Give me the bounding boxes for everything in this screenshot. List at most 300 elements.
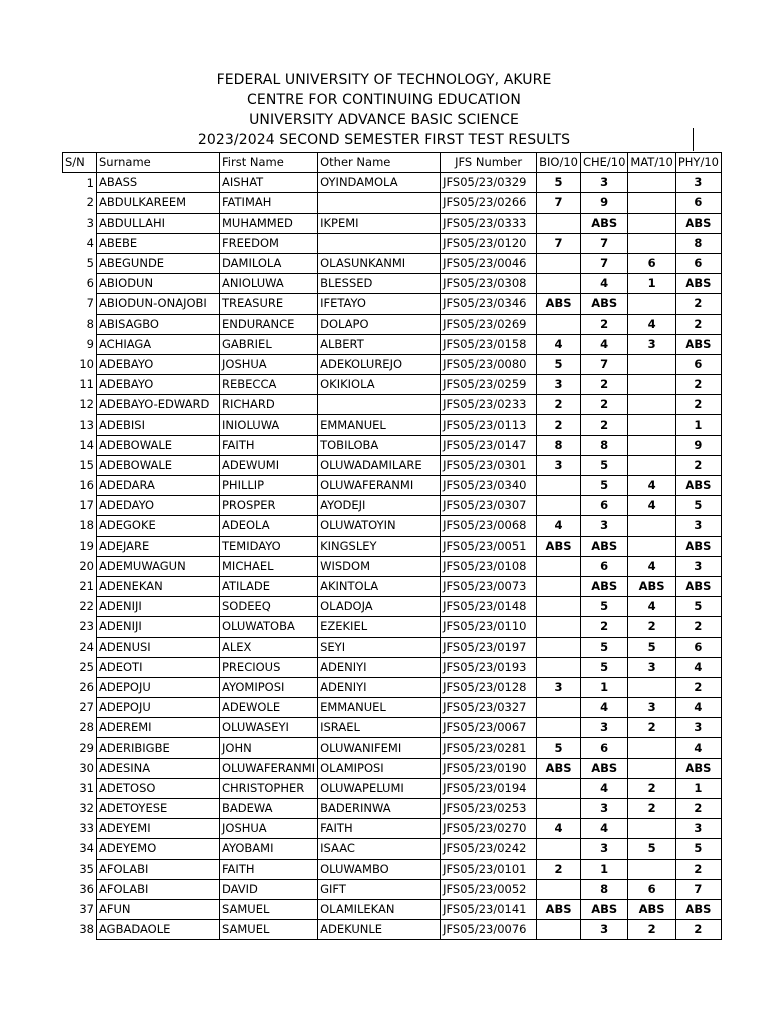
mat-score-cell: 3 xyxy=(628,698,675,718)
jfs-number-cell: JFS05/23/0194 xyxy=(441,778,537,798)
serial-number-cell: 11 xyxy=(63,375,97,395)
mat-score-cell: ABS xyxy=(628,576,675,596)
bio-header: BIO/10 xyxy=(537,153,581,173)
first-name-cell: ANIOLUWA xyxy=(220,274,318,294)
phy-score-cell: 2 xyxy=(675,294,721,314)
first-name-cell: DAMILOLA xyxy=(220,253,318,273)
surname-cell: ADEREMI xyxy=(97,718,220,738)
serial-number-cell: 10 xyxy=(63,354,97,374)
table-row xyxy=(63,738,722,758)
che-score-cell: ABS xyxy=(580,576,627,596)
surname-cell: ADENUSI xyxy=(97,637,220,657)
other-name-cell: OKIKIOLA xyxy=(318,375,441,395)
che-score-cell: 4 xyxy=(580,334,627,354)
table-row xyxy=(63,718,722,738)
che-score-cell: 1 xyxy=(580,677,627,697)
first-name-cell: MUHAMMED xyxy=(220,213,318,233)
surname-cell: AGBADAOLE xyxy=(97,920,220,940)
bio-score-cell xyxy=(537,920,581,940)
che-score-cell: 3 xyxy=(580,173,627,193)
serial-number-cell: 28 xyxy=(63,718,97,738)
che-score-cell: 2 xyxy=(580,375,627,395)
other-name-cell: OLUWADAMILARE xyxy=(318,455,441,475)
first-name-cell: FREEDOM xyxy=(220,233,318,253)
serial-number-cell: 9 xyxy=(63,334,97,354)
table-row xyxy=(63,536,722,556)
phy-score-cell: 3 xyxy=(675,556,721,576)
surname-cell: ADEDARA xyxy=(97,476,220,496)
serial-number-cell: 26 xyxy=(63,677,97,697)
serial-number-cell: 13 xyxy=(63,415,97,435)
che-score-cell: 4 xyxy=(580,698,627,718)
mat-score-cell xyxy=(628,395,675,415)
serial-number-cell: 15 xyxy=(63,455,97,475)
che-header: CHE/10 xyxy=(580,153,627,173)
serial-number-cell: 24 xyxy=(63,637,97,657)
table-row xyxy=(63,576,722,596)
mat-score-cell xyxy=(628,354,675,374)
first-name-cell: ADEWUMI xyxy=(220,455,318,475)
serial-number-cell: 18 xyxy=(63,516,97,536)
first-name-cell: ADEWOLE xyxy=(220,698,318,718)
programme-title: UNIVERSITY ADVANCE BASIC SCIENCE xyxy=(249,112,519,128)
surname-cell: ADEMUWAGUN xyxy=(97,556,220,576)
mat-header: MAT/10 xyxy=(628,153,675,173)
first-name-cell: JOSHUA xyxy=(220,819,318,839)
other-name-cell xyxy=(318,233,441,253)
phy-score-cell: 7 xyxy=(675,879,721,899)
serial-number-cell: 35 xyxy=(63,859,97,879)
surname-cell: ADERIBIGBE xyxy=(97,738,220,758)
table-row xyxy=(63,193,722,213)
first-name-cell: ENDURANCE xyxy=(220,314,318,334)
table-row xyxy=(63,899,722,919)
che-score-cell: ABS xyxy=(580,899,627,919)
other-name-cell: OLUWANIFEMI xyxy=(318,738,441,758)
other-name-cell: WISDOM xyxy=(318,556,441,576)
mat-score-cell xyxy=(628,859,675,879)
bio-score-cell: 2 xyxy=(537,859,581,879)
surname-cell: ADEYEMI xyxy=(97,819,220,839)
jfs-number-cell: JFS05/23/0110 xyxy=(441,617,537,637)
mat-score-cell xyxy=(628,193,675,213)
che-score-cell: 6 xyxy=(580,496,627,516)
table-row xyxy=(63,879,722,899)
other-name-cell: FAITH xyxy=(318,819,441,839)
surname-cell: AFOLABI xyxy=(97,879,220,899)
other-name-cell: IFETAYO xyxy=(318,294,441,314)
che-score-cell: 4 xyxy=(580,819,627,839)
bio-score-cell: 3 xyxy=(537,677,581,697)
jfs-number-cell: JFS05/23/0301 xyxy=(441,455,537,475)
jfs-number-cell: JFS05/23/0266 xyxy=(441,193,537,213)
other-name-cell xyxy=(318,395,441,415)
table-row xyxy=(63,617,722,637)
che-score-cell: 3 xyxy=(580,920,627,940)
table-row xyxy=(63,173,722,193)
other-name-cell: ISAAC xyxy=(318,839,441,859)
mat-score-cell: 2 xyxy=(628,617,675,637)
mat-score-cell xyxy=(628,536,675,556)
mat-score-cell xyxy=(628,173,675,193)
che-score-cell: 3 xyxy=(580,839,627,859)
first-name-cell: PRECIOUS xyxy=(220,657,318,677)
mat-score-cell: 4 xyxy=(628,496,675,516)
phy-score-cell: 6 xyxy=(675,354,721,374)
serial-number-cell: 38 xyxy=(63,920,97,940)
table-row xyxy=(63,778,722,798)
serial-number-cell: 5 xyxy=(63,253,97,273)
jfs-number-cell: JFS05/23/0346 xyxy=(441,294,537,314)
first-name-cell: PROSPER xyxy=(220,496,318,516)
mat-score-cell xyxy=(628,516,675,536)
phy-score-cell: ABS xyxy=(675,476,721,496)
other-name-cell: OLUWAFERANMI xyxy=(318,476,441,496)
serial-number-cell: 30 xyxy=(63,758,97,778)
other-name-cell: OLADOJA xyxy=(318,597,441,617)
serial-number-cell: 1 xyxy=(63,173,97,193)
first-name-cell: SAMUEL xyxy=(220,920,318,940)
phy-score-cell: ABS xyxy=(675,274,721,294)
bio-score-cell xyxy=(537,253,581,273)
phy-score-cell: ABS xyxy=(675,576,721,596)
mat-score-cell: 2 xyxy=(628,718,675,738)
surname-cell: ADEBOWALE xyxy=(97,455,220,475)
other-name-cell: BLESSED xyxy=(318,274,441,294)
phy-score-cell: ABS xyxy=(675,758,721,778)
other-name-cell: EMMANUEL xyxy=(318,698,441,718)
mat-score-cell xyxy=(628,415,675,435)
phy-score-cell: 3 xyxy=(675,516,721,536)
bio-score-cell: 4 xyxy=(537,334,581,354)
other-name-cell: OLUWAMBO xyxy=(318,859,441,879)
jfs-number-cell: JFS05/23/0340 xyxy=(441,476,537,496)
serial-number-cell: 22 xyxy=(63,597,97,617)
serial-number-cell: 19 xyxy=(63,536,97,556)
mat-score-cell xyxy=(628,738,675,758)
surname-cell: ABISAGBO xyxy=(97,314,220,334)
serial-number-cell: 14 xyxy=(63,435,97,455)
other-name-cell: OLUWATOYIN xyxy=(318,516,441,536)
bio-score-cell: 2 xyxy=(537,395,581,415)
jfs-number-cell: JFS05/23/0108 xyxy=(441,556,537,576)
phy-score-cell: 2 xyxy=(675,314,721,334)
bio-score-cell: 7 xyxy=(537,193,581,213)
jfs-number-cell: JFS05/23/0113 xyxy=(441,415,537,435)
first-name-cell: OLUWAFERANMI xyxy=(220,758,318,778)
bio-score-cell: 8 xyxy=(537,435,581,455)
mat-score-cell: 4 xyxy=(628,476,675,496)
che-score-cell: 6 xyxy=(580,556,627,576)
table-row xyxy=(63,395,722,415)
first-name-cell: MICHAEL xyxy=(220,556,318,576)
mat-score-cell xyxy=(628,213,675,233)
bio-score-cell: ABS xyxy=(537,294,581,314)
che-score-cell: 4 xyxy=(580,778,627,798)
phy-score-cell: 8 xyxy=(675,233,721,253)
first-name-header: First Name xyxy=(220,153,318,173)
table-row xyxy=(63,233,722,253)
phy-score-cell: 6 xyxy=(675,637,721,657)
mat-score-cell: 4 xyxy=(628,314,675,334)
serial-number-cell: 32 xyxy=(63,799,97,819)
mat-score-cell xyxy=(628,233,675,253)
table-row xyxy=(63,274,722,294)
table-row xyxy=(63,839,722,859)
phy-score-cell: 4 xyxy=(675,738,721,758)
other-name-cell: ADENIYI xyxy=(318,657,441,677)
bio-score-cell xyxy=(537,476,581,496)
first-name-cell: PHILLIP xyxy=(220,476,318,496)
other-name-cell: EZEKIEL xyxy=(318,617,441,637)
che-score-cell: 4 xyxy=(580,274,627,294)
first-name-cell: TEMIDAYO xyxy=(220,536,318,556)
che-score-cell: 8 xyxy=(580,435,627,455)
surname-cell: ADEPOJU xyxy=(97,698,220,718)
jfs-number-cell: JFS05/23/0046 xyxy=(441,253,537,273)
bio-score-cell: ABS xyxy=(537,899,581,919)
phy-score-cell: 6 xyxy=(675,253,721,273)
phy-header: PHY/10 xyxy=(675,153,721,173)
surname-cell: ADEOTI xyxy=(97,657,220,677)
mat-score-cell: 6 xyxy=(628,879,675,899)
other-name-cell: BADERINWA xyxy=(318,799,441,819)
bio-score-cell: 5 xyxy=(537,738,581,758)
sn-header: S/N xyxy=(63,153,97,173)
other-name-cell: ADEKOLUREJO xyxy=(318,354,441,374)
phy-score-cell: 3 xyxy=(675,718,721,738)
first-name-cell: ADEOLA xyxy=(220,516,318,536)
other-name-cell: KINGSLEY xyxy=(318,536,441,556)
jfs-number-cell: JFS05/23/0068 xyxy=(441,516,537,536)
results-table xyxy=(62,152,722,940)
phy-score-cell: 5 xyxy=(675,597,721,617)
che-score-cell: 7 xyxy=(580,354,627,374)
institution-title: FEDERAL UNIVERSITY OF TECHNOLOGY, AKURE xyxy=(216,72,552,88)
surname-cell: ADEBISI xyxy=(97,415,220,435)
table-row xyxy=(63,516,722,536)
table-row xyxy=(63,496,722,516)
first-name-cell: SODEEQ xyxy=(220,597,318,617)
table-row xyxy=(63,435,722,455)
jfs-number-cell: JFS05/23/0281 xyxy=(441,738,537,758)
table-row xyxy=(63,354,722,374)
bio-score-cell: 2 xyxy=(537,415,581,435)
surname-cell: ABIODUN-ONAJOBI xyxy=(97,294,220,314)
che-score-cell: 3 xyxy=(580,718,627,738)
surname-cell: ABEBE xyxy=(97,233,220,253)
jfs-number-cell: JFS05/23/0242 xyxy=(441,839,537,859)
bio-score-cell xyxy=(537,799,581,819)
first-name-cell: TREASURE xyxy=(220,294,318,314)
jfs-number-header: JFS Number xyxy=(441,153,537,173)
phy-score-cell: 5 xyxy=(675,839,721,859)
jfs-number-cell: JFS05/23/0308 xyxy=(441,274,537,294)
table-row xyxy=(63,476,722,496)
surname-cell: ABEGUNDE xyxy=(97,253,220,273)
first-name-cell: OLUWATOBA xyxy=(220,617,318,637)
mat-score-cell xyxy=(628,455,675,475)
surname-cell: ADEYEMO xyxy=(97,839,220,859)
table-row xyxy=(63,799,722,819)
serial-number-cell: 3 xyxy=(63,213,97,233)
jfs-number-cell: JFS05/23/0101 xyxy=(441,859,537,879)
mat-score-cell: 1 xyxy=(628,274,675,294)
other-name-cell: DOLAPO xyxy=(318,314,441,334)
surname-cell: ADEBAYO xyxy=(97,375,220,395)
table-row xyxy=(63,253,722,273)
serial-number-cell: 29 xyxy=(63,738,97,758)
che-score-cell: 5 xyxy=(580,476,627,496)
bio-score-cell xyxy=(537,637,581,657)
other-name-cell: ADEKUNLE xyxy=(318,920,441,940)
other-name-cell: EMMANUEL xyxy=(318,415,441,435)
bio-score-cell xyxy=(537,657,581,677)
first-name-cell: FAITH xyxy=(220,435,318,455)
surname-cell: ADENIJI xyxy=(97,617,220,637)
mat-score-cell: 5 xyxy=(628,839,675,859)
che-score-cell: 1 xyxy=(580,859,627,879)
bio-score-cell xyxy=(537,698,581,718)
jfs-number-cell: JFS05/23/0307 xyxy=(441,496,537,516)
mat-score-cell xyxy=(628,677,675,697)
first-name-cell: ALEX xyxy=(220,637,318,657)
jfs-number-cell: JFS05/23/0051 xyxy=(441,536,537,556)
che-score-cell: 9 xyxy=(580,193,627,213)
table-row xyxy=(63,698,722,718)
che-score-cell: 7 xyxy=(580,233,627,253)
jfs-number-cell: JFS05/23/0259 xyxy=(441,375,537,395)
other-name-cell xyxy=(318,193,441,213)
bio-score-cell: 4 xyxy=(537,516,581,536)
other-name-cell: OYINDAMOLA xyxy=(318,173,441,193)
bio-score-cell: 5 xyxy=(537,173,581,193)
surname-cell: ABDULKAREEM xyxy=(97,193,220,213)
first-name-cell: AISHAT xyxy=(220,173,318,193)
first-name-cell: RICHARD xyxy=(220,395,318,415)
surname-cell: ABIODUN xyxy=(97,274,220,294)
bio-score-cell: ABS xyxy=(537,758,581,778)
bio-score-cell xyxy=(537,314,581,334)
serial-number-cell: 23 xyxy=(63,617,97,637)
first-name-cell: FATIMAH xyxy=(220,193,318,213)
phy-score-cell: ABS xyxy=(675,536,721,556)
phy-score-cell: 6 xyxy=(675,193,721,213)
surname-cell: ADEBOWALE xyxy=(97,435,220,455)
mat-score-cell: 3 xyxy=(628,657,675,677)
surname-cell: AFUN xyxy=(97,899,220,919)
phy-score-cell: 5 xyxy=(675,496,721,516)
che-score-cell: 2 xyxy=(580,314,627,334)
phy-score-cell: 9 xyxy=(675,435,721,455)
bio-score-cell: 5 xyxy=(537,354,581,374)
table-header-row xyxy=(63,153,722,173)
che-score-cell: ABS xyxy=(580,213,627,233)
jfs-number-cell: JFS05/23/0067 xyxy=(441,718,537,738)
table-row xyxy=(63,455,722,475)
other-name-cell: AKINTOLA xyxy=(318,576,441,596)
jfs-number-cell: JFS05/23/0269 xyxy=(441,314,537,334)
che-score-cell: 5 xyxy=(580,597,627,617)
table-row xyxy=(63,677,722,697)
surname-cell: ACHIAGA xyxy=(97,334,220,354)
surname-cell: ADEBAYO xyxy=(97,354,220,374)
phy-score-cell: 2 xyxy=(675,859,721,879)
jfs-number-cell: JFS05/23/0333 xyxy=(441,213,537,233)
other-name-cell: ISRAEL xyxy=(318,718,441,738)
centre-title: CENTRE FOR CONTINUING EDUCATION xyxy=(247,92,521,108)
first-name-cell: AYOMIPOSI xyxy=(220,677,318,697)
phy-score-cell: 2 xyxy=(675,455,721,475)
surname-cell: ADEJARE xyxy=(97,536,220,556)
other-name-cell: OLUWAPELUMI xyxy=(318,778,441,798)
bio-score-cell xyxy=(537,556,581,576)
other-name-cell: IKPEMI xyxy=(318,213,441,233)
serial-number-cell: 20 xyxy=(63,556,97,576)
other-name-cell: OLASUNKANMI xyxy=(318,253,441,273)
phy-score-cell: 3 xyxy=(675,173,721,193)
table-row xyxy=(63,314,722,334)
other-name-cell: TOBILOBA xyxy=(318,435,441,455)
phy-score-cell: 2 xyxy=(675,799,721,819)
phy-score-cell: 3 xyxy=(675,819,721,839)
jfs-number-cell: JFS05/23/0329 xyxy=(441,173,537,193)
serial-number-cell: 7 xyxy=(63,294,97,314)
first-name-cell: BADEWA xyxy=(220,799,318,819)
surname-header: Surname xyxy=(97,153,220,173)
phy-score-cell: 2 xyxy=(675,920,721,940)
serial-number-cell: 16 xyxy=(63,476,97,496)
bio-score-cell xyxy=(537,718,581,738)
other-name-header: Other Name xyxy=(318,153,441,173)
vertical-rule xyxy=(693,128,694,151)
mat-score-cell xyxy=(628,375,675,395)
other-name-cell: SEYI xyxy=(318,637,441,657)
first-name-cell: JOHN xyxy=(220,738,318,758)
first-name-cell: INIOLUWA xyxy=(220,415,318,435)
first-name-cell: CHRISTOPHER xyxy=(220,778,318,798)
table-row xyxy=(63,294,722,314)
other-name-cell: AYODEJI xyxy=(318,496,441,516)
che-score-cell: 2 xyxy=(580,395,627,415)
other-name-cell: ALBERT xyxy=(318,334,441,354)
bio-score-cell: 4 xyxy=(537,819,581,839)
surname-cell: ADESINA xyxy=(97,758,220,778)
phy-score-cell: ABS xyxy=(675,899,721,919)
jfs-number-cell: JFS05/23/0158 xyxy=(441,334,537,354)
serial-number-cell: 36 xyxy=(63,879,97,899)
jfs-number-cell: JFS05/23/0327 xyxy=(441,698,537,718)
first-name-cell: JOSHUA xyxy=(220,354,318,374)
table-row xyxy=(63,334,722,354)
first-name-cell: OLUWASEYI xyxy=(220,718,318,738)
jfs-number-cell: JFS05/23/0120 xyxy=(441,233,537,253)
jfs-number-cell: JFS05/23/0073 xyxy=(441,576,537,596)
surname-cell: ADEGOKE xyxy=(97,516,220,536)
surname-cell: ADETOSO xyxy=(97,778,220,798)
surname-cell: ADEPOJU xyxy=(97,677,220,697)
che-score-cell: ABS xyxy=(580,536,627,556)
table-row xyxy=(63,819,722,839)
jfs-number-cell: JFS05/23/0148 xyxy=(441,597,537,617)
che-score-cell: 2 xyxy=(580,415,627,435)
first-name-cell: GABRIEL xyxy=(220,334,318,354)
serial-number-cell: 6 xyxy=(63,274,97,294)
first-name-cell: SAMUEL xyxy=(220,899,318,919)
surname-cell: ADENIJI xyxy=(97,597,220,617)
first-name-cell: DAVID xyxy=(220,879,318,899)
phy-score-cell: ABS xyxy=(675,334,721,354)
